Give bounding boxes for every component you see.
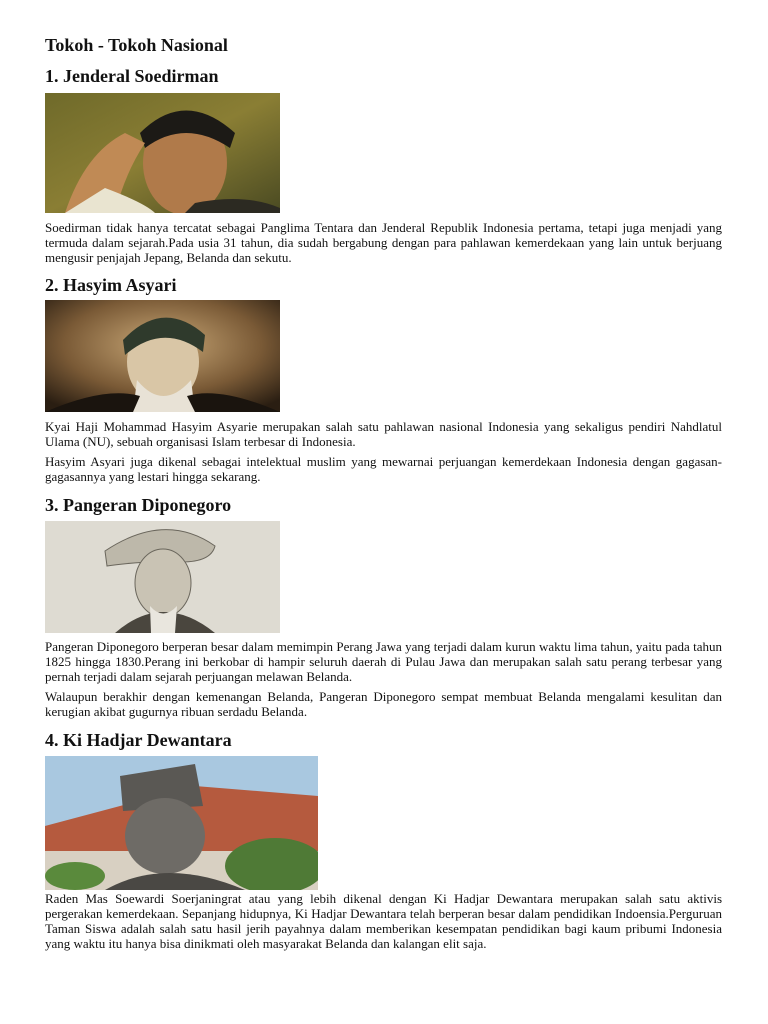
paragraph-diponegoro-1: Pangeran Diponegoro berperan besar dalam memimpin Perang Jawa yang terjadi dalam kurun waktu lima tahun, yaitu pada tahun 1825 hingga 1830.Perang ini berkobar di hampir seluruh daerah di Pulau Jawa dan merupakan salah satu perang terbesar yang pernah terjadi dalam sejarah perjuangan melawan Belanda. (45, 639, 722, 684)
photo-ki-hadjar-dewantara-statue (45, 756, 318, 890)
paragraph-hasyim-1: Kyai Haji Mohammad Hasyim Asyarie merupakan salah satu pahlawan nasional Indonesia yang sekaligus pendiri Nahdlatul Ulama (NU), sebuah organisasi Islam terbesar di Indonesia. (45, 419, 722, 449)
portrait-diponegoro (45, 521, 280, 633)
portrait-hasyim-asyari (45, 300, 280, 412)
portrait-soedirman (45, 93, 280, 213)
paragraph-hasyim-2: Hasyim Asyari juga dikenal sebagai intelektual muslim yang mewarnai perjuangan kemerdekaan Indonesia dengan gagasan-gagasannya yang lestari hingga sekarang. (45, 454, 722, 484)
paragraph-ki-hadjar-1: Raden Mas Soewardi Soerjaningrat atau yang lebih dikenal dengan Ki Hadjar Dewantara merupakan salah satu aktivis pergerakan kemerdekaan. Sepanjang hidupnya, Ki Hadjar Dewantara telah berperan besar dalam pendidikan Indoensia.Perguruan Taman Siswa adalah salah satu hasil jerih payahnya dalam memberikan kesempatan pendidikan bagi kaum pribumi Indonesia yang waktu itu hanya bisa dinikmati oleh masyarakat Belanda dan kalangan elit saja. (45, 891, 722, 951)
section-heading-diponegoro: 3. Pangeran Diponegoro (45, 495, 232, 515)
document-title: Tokoh - Tokoh Nasional (45, 35, 228, 55)
section-heading-soedirman: 1. Jenderal Soedirman (45, 66, 219, 86)
section-heading-ki-hadjar-dewantara: 4. Ki Hadjar Dewantara (45, 730, 232, 750)
section-heading-hasyim-asyari: 2. Hasyim Asyari (45, 275, 177, 295)
paragraph-soedirman-1: Soedirman tidak hanya tercatat sebagai Panglima Tentara dan Jenderal Republik Indonesia pertama, tetapi juga menjadi yang termuda dalam sejarah.Pada usia 31 tahun, dia sudah bergabung dengan para pahlawan kemerdekaan yang lain untuk berjuang mengusir penjajah Jepang, Belanda dan sekutu. (45, 220, 722, 265)
paragraph-diponegoro-2: Walaupun berakhir dengan kemenangan Belanda, Pangeran Diponegoro sempat membuat Belanda mengalami kesulitan dan kerugian akibat gugurnya ribuan serdadu Belanda. (45, 689, 722, 719)
